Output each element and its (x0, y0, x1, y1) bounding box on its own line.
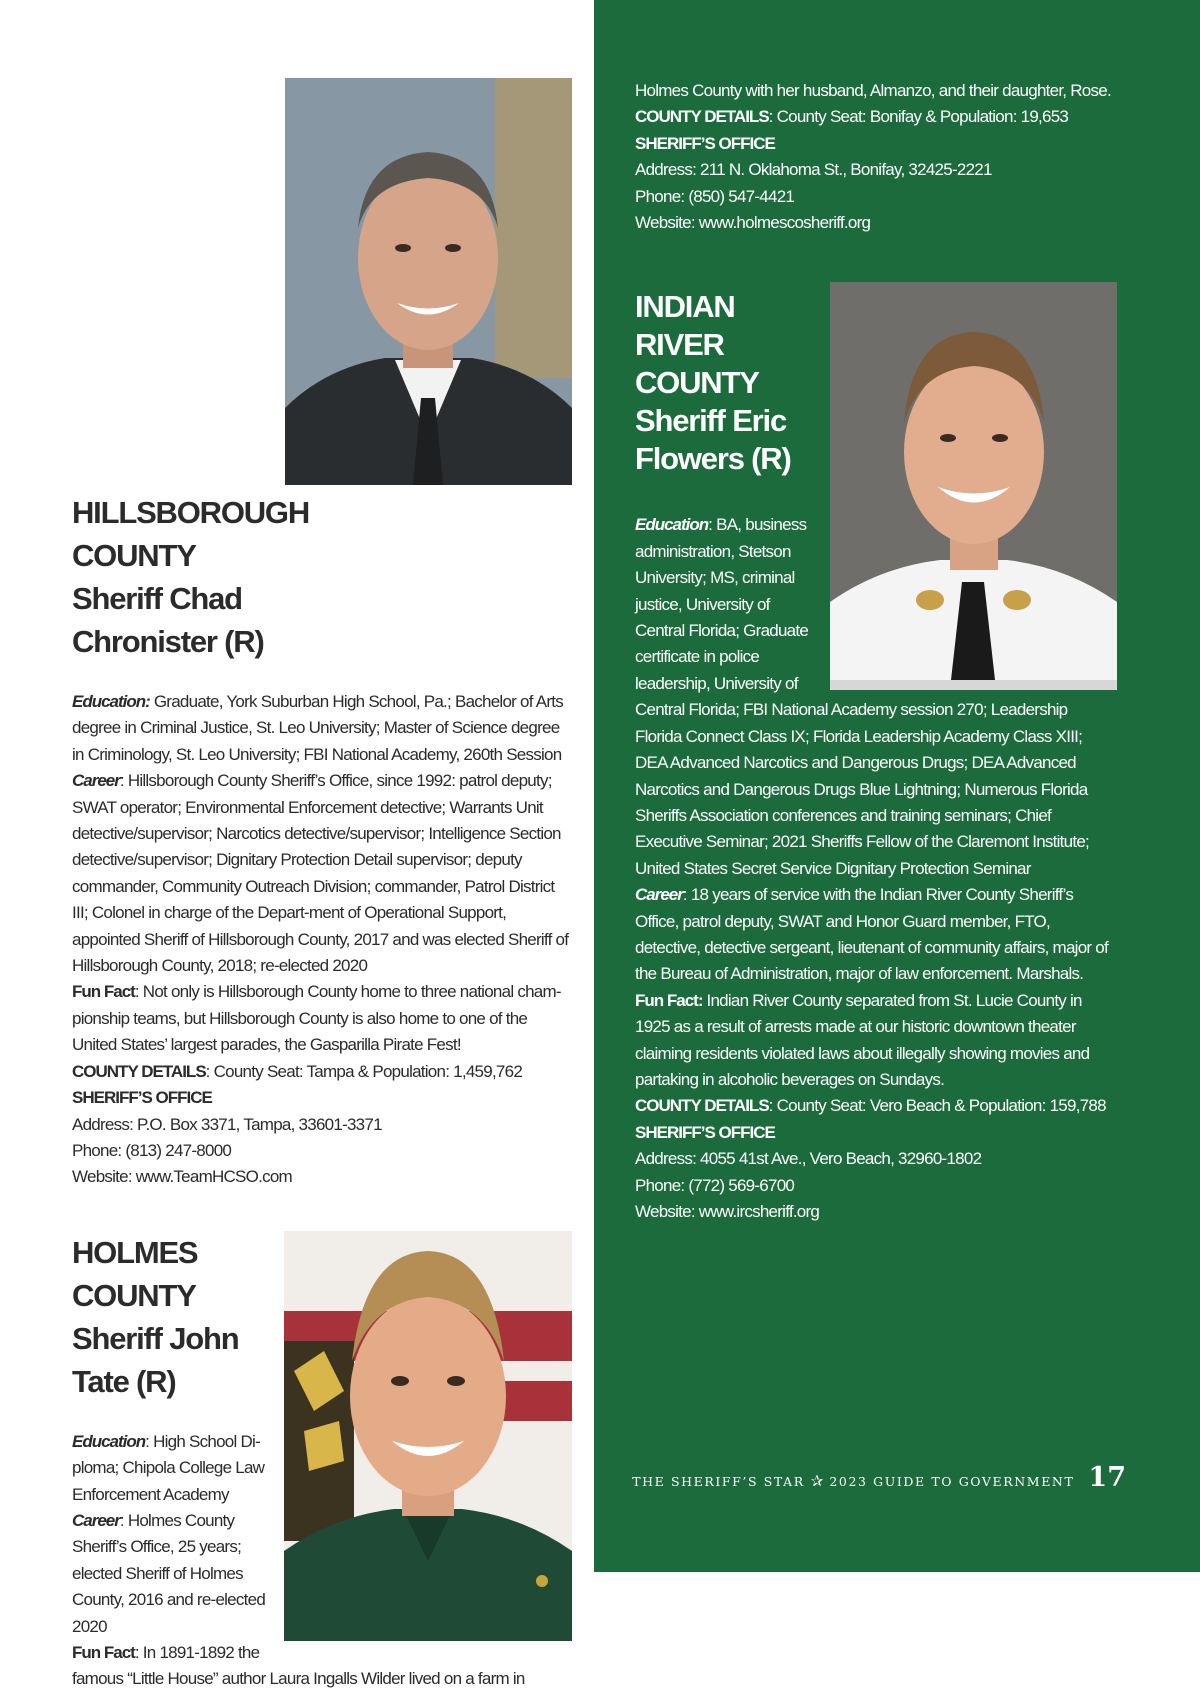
funfact-text: : In 1891-1892 the famous “Little House” author Laura Ingalls Wilder lived on a farm in (72, 1642, 525, 1689)
holmes-section (72, 1231, 572, 1693)
sheriffs-office-label: SHERIFF’S OFFICE (635, 133, 775, 153)
sheriff-chronister-photo (285, 78, 572, 485)
funfact-paragraph (635, 988, 1117, 1094)
heading-line: HOLMES (72, 1234, 198, 1270)
funfact-paragraph (72, 979, 572, 1058)
indian-river-section (635, 288, 1117, 1225)
right-column (635, 78, 1117, 1225)
office-address: Address: 211 N. Oklahoma St., Bonifay, 32425-2221 (635, 160, 992, 180)
hillsborough-body (72, 689, 572, 1191)
county-details (635, 104, 1117, 130)
heading-line: Tate (R) (72, 1363, 176, 1399)
holmes-continued-section (635, 78, 1117, 236)
education-paragraph (72, 689, 572, 768)
heading-line: Sheriff John (72, 1320, 239, 1356)
career-label: Career (72, 1510, 120, 1530)
county-details-text: : County Seat: Bonifay & Population: 19,653 (768, 107, 1069, 127)
funfact-label: Fun Fact: (635, 990, 703, 1010)
county-details-text: : County Seat: Vero Beach & Population: 159,788 (768, 1096, 1106, 1116)
left-column (72, 78, 572, 1693)
heading-line: INDIAN RIVER (635, 289, 735, 363)
publication-name: THE SHERIFF’S STAR (632, 1474, 805, 1489)
funfact-continued-text: Holmes County with her husband, Almanzo, and their daughter, Rose. (635, 81, 1111, 100)
funfact-text: Indian River County separated from St. Lucie County in 1925 as a result of arrests made at our historic downtown theater claiming residents violated laws about illegally showing movies and partaking in alcoholic beverages on Sundays. (635, 990, 1090, 1089)
career-label: Career (72, 771, 120, 791)
heading-line: Sheriff Chad (72, 581, 242, 616)
county-details-label: COUNTY DETAILS (72, 1061, 206, 1081)
office-website: Website: www.TeamHCSO.com (72, 1167, 292, 1187)
county-details-label: COUNTY DETAILS (635, 1096, 769, 1116)
county-details (635, 1093, 1117, 1119)
sheriffs-office-label: SHERIFF’S OFFICE (635, 1122, 775, 1142)
guide-title: 2023 GUIDE TO GOVERNMENT (829, 1474, 1075, 1489)
education-label: Education (72, 1431, 146, 1451)
career-text: : Hillsborough County Sheriff’s Office, since 1992: patrol deputy; SWAT operator; Environmental Enforcement detective; Warrants Unit detective/supervisor; Narcotics detective/supervisor; Intelligence Section detective/supervisor; Dignitary Protection Detail supervisor; deputy commander, Community Outreach Division; commander, Patrol District III; Colonel in charge of the Depart-ment of Operational Support, appointed Sheriff of Hillsborough County, 2017 and was elected Sheriff of Hillsborough County, 2018; re-elected 2020 (72, 771, 569, 976)
education-text: Graduate, York Suburban High School, Pa.; Bachelor of Arts degree in Criminal Justice, St. Leo University; Master of Science degree in Criminology, St. Leo University; FBI National Academy, 260th Session (72, 692, 563, 764)
heading-line: Sheriff Eric (635, 403, 786, 439)
education-label: Education: (72, 692, 150, 711)
education-label: Education (635, 515, 709, 535)
office-phone: Phone: (772) 569-6700 (635, 1175, 795, 1195)
career-text: : 18 years of service with the Indian River County Sheriff’s Office, patrol deputy, SWAT and Honor Guard member, FTO, detective, detective sergeant, lieutenant of community affairs, major of the Bureau of Administration, major of law enforcement. Marshals. (635, 885, 1108, 984)
page-number: 17 (1088, 1462, 1126, 1493)
office-address: Address: P.O. Box 3371, Tampa, 33601-3371 (72, 1114, 382, 1134)
sheriff-tate-photo (284, 1231, 572, 1641)
office-website: Website: www.ircsheriff.org (635, 1202, 820, 1221)
office-website: Website: www.holmescosheriff.org (635, 213, 871, 233)
career-paragraph (72, 768, 572, 979)
career-label: Career (635, 885, 683, 905)
county-details (72, 1059, 572, 1085)
page-footer (594, 1462, 1126, 1502)
career-text: : Holmes County Sheriff’s Office, 25 years; elected Sheriff of Holmes County, 2016 and re-elected 2020 (72, 1510, 266, 1636)
sheriff-flowers-photo (830, 282, 1117, 690)
heading-line: Chronister (R) (72, 624, 264, 659)
funfact-text: : Not only is Hillsborough County home to three national cham-pionship teams, but Hillsborough County is also home to one of the United States’ largest parades, the Gasparilla Pirate Fest! (72, 982, 561, 1055)
heading-line: COUNTY (72, 538, 196, 573)
office-phone: Phone: (813) 247-8000 (72, 1140, 232, 1160)
funfact-label: Fun Fact (72, 1642, 135, 1662)
office-phone: Phone: (850) 547-4421 (635, 186, 795, 206)
heading-line: HILLSBOROUGH (72, 495, 310, 530)
star-icon: ✰ (810, 1472, 824, 1490)
career-paragraph (635, 882, 1117, 988)
hillsborough-section (72, 78, 572, 1191)
heading-line: COUNTY (72, 1277, 196, 1313)
office-address: Address: 4055 41st Ave., Vero Beach, 32960-1802 (635, 1149, 982, 1169)
county-details-text: : County Seat: Tampa & Population: 1,459,762 (205, 1061, 523, 1081)
sheriffs-office-label: SHERIFF’S OFFICE (72, 1088, 212, 1108)
education-text: : BA, business administration, Stetson University; MS, criminal justice, University of Central Florida; Graduate certificate in police leadership, University of Central Florida; FBI National Academy session 270; Leadership Florida Connect Class IX; Florida Leadership Academy Class XIII; DEA Advanced Narcotics and Dangerous Drugs; DEA Advanced Narcotics and Dangerous Drugs Blue Lightning; Numerous Florida Sheriffs Association conferences and training seminars; Chief Executive Seminar; 2021 Sheriffs Fellow of the Claremont Institute; United States Secret Service Dignitary Protection Seminar (635, 515, 1090, 878)
heading-line: COUNTY (635, 365, 759, 401)
heading-line: Flowers (R) (635, 441, 791, 477)
funfact-paragraph (72, 1640, 572, 1693)
funfact-label: Fun Fact (72, 982, 135, 1002)
county-details-label: COUNTY DETAILS (635, 107, 769, 127)
holmes-continued-body (635, 78, 1117, 236)
education-text: : High School Di-ploma; Chipola College Law Enforcement Academy (72, 1431, 265, 1504)
